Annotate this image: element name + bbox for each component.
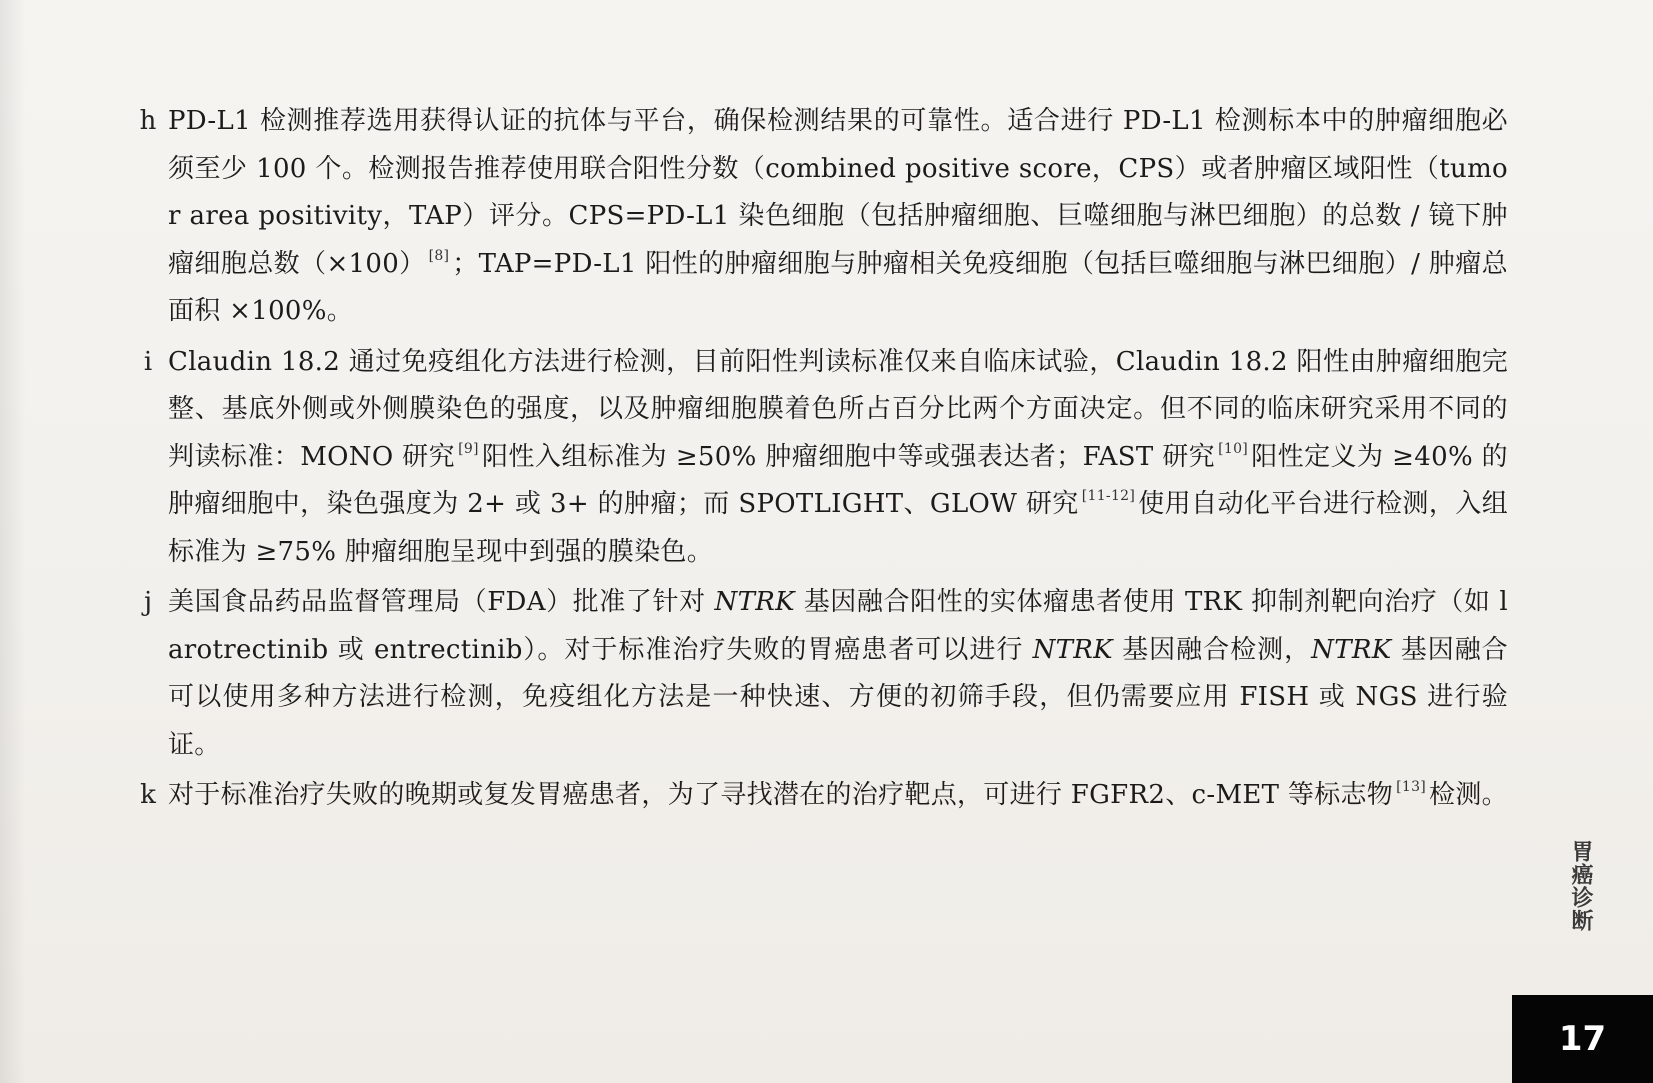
chapter-side-label: 胃癌诊断 [1568, 840, 1593, 932]
citation-ref: [9] [458, 440, 479, 457]
footnote-item [128, 772, 1508, 820]
text-run: 基因融合检测， [1112, 634, 1312, 665]
page-number-tab [1512, 995, 1653, 1083]
citation-ref: [10] [1218, 440, 1249, 457]
footnote-text [168, 339, 1508, 577]
footnote-text [168, 98, 1508, 336]
text-run: 美国食品药品监督管理局（FDA）批准了针对 [168, 587, 715, 617]
text-run: 基因融合可以使用多种方法进行检测，免疫组化方法是一种快速、方便的初筛手段，但仍需要应用 FISH 或 NGS 进行验证。 [168, 634, 1508, 760]
footnote-text [168, 772, 1508, 820]
footnote-item [128, 339, 1508, 577]
text-run: 对于标准治疗失败的晚期或复发胃癌患者，为了寻找潜在的治疗靶点，可进行 FGFR2、c-MET 等标志物 [168, 780, 1394, 810]
gene-name: NTRK [1032, 634, 1113, 665]
gene-name: NTRK [1311, 634, 1392, 665]
footnote-marker: i [143, 346, 153, 377]
page-number: 17 [1558, 1019, 1607, 1059]
footnote-marker: k [140, 780, 156, 810]
footnote-marker: j [143, 587, 153, 617]
text-run: 阳性定义为 ≥40% 的肿瘤细胞中，染色强度为 2+ 或 3+ 的肿瘤；而 SPOTLIGHT、GLOW 研究 [168, 441, 1508, 519]
text-run: 使用自动化平台进行检测，入组标准为 ≥75% 肿瘤细胞呈现中到强的膜染色。 [168, 489, 1508, 567]
text-run: 检测。 [1429, 780, 1508, 810]
citation-ref: [11-12] [1081, 488, 1136, 505]
text-run: 阳性入组标准为 ≥50% 肿瘤细胞中等或强表达者；FAST 研究 [481, 441, 1216, 472]
footnote-marker: h [139, 106, 157, 136]
citation-ref: [13] [1396, 779, 1427, 796]
text-run: 基因融合阳性的实体瘤患者使用 TRK 抑制剂靶向治疗（如 larotrectinib 或 entrectinib）。对于标准治疗失败的胃癌患者可以进行 [168, 587, 1508, 665]
footnote-item [128, 579, 1508, 769]
text-run: PD-L1 检测推荐选用获得认证的抗体与平台，确保检测结果的可靠性。适合进行 PD-L1 检测标本中的肿瘤细胞必须至少 100 个。检测报告推荐使用联合阳性分数（combined positive score，CPS）或者肿瘤区域阳性（tumor area positivity，TAP）评分。CPS=PD-L1 染色细胞（包括肿瘤细胞、巨噬细胞与淋巴细胞）的总数 / 镜下肿瘤细胞总数（×100） [168, 106, 1508, 279]
text-run: Claudin 18.2 通过免疫组化方法进行检测，目前阳性判读标准仅来自临床试验，Claudin 18.2 阳性由肿瘤细胞完整、基底外侧或外侧膜染色的强度，以及肿瘤细胞膜着色所占百分比两个方面决定。但不同的临床研究采用不同的判读标准：MONO 研究 [168, 346, 1508, 472]
footnote-item [128, 98, 1508, 336]
footnotes-list [128, 98, 1508, 823]
text-run: ；TAP=PD-L1 阳性的肿瘤细胞与肿瘤相关免疫细胞（包括巨噬细胞与淋巴细胞）/ 肿瘤总面积 ×100%。 [168, 248, 1508, 326]
citation-ref: [8] [428, 247, 450, 264]
footnote-text [168, 579, 1508, 769]
gene-name: NTRK [714, 587, 795, 617]
